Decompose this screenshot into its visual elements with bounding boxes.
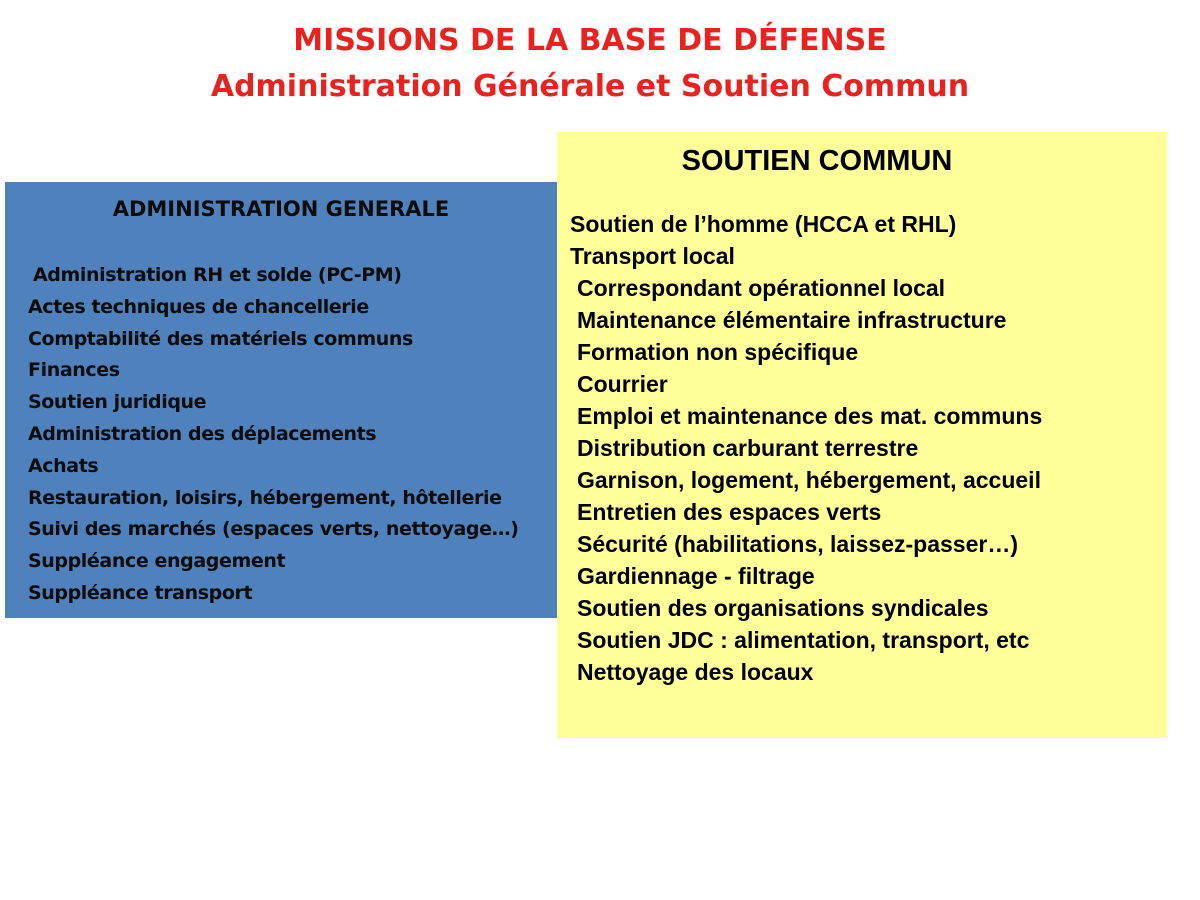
soutien-item: Soutien JDC : alimentation, transport, etc <box>577 627 1030 653</box>
soutien-item: Distribution carburant terrestre <box>577 435 919 461</box>
administration-item: Soutien juridique <box>28 391 207 414</box>
administration-item: Administration RH et solde (PC-PM) <box>33 264 402 286</box>
administration-item: Actes techniques de chancellerie <box>28 295 369 318</box>
page-subtitle: Administration Générale et Soutien Commun <box>210 69 970 104</box>
soutien-item: Courrier <box>577 371 668 397</box>
soutien-item: Maintenance élémentaire infrastructure <box>577 307 1007 333</box>
administration-generale-panel <box>5 182 557 618</box>
soutien-item: Emploi et maintenance des mat. communs <box>577 403 1043 429</box>
administration-item: Suppléance transport <box>28 581 253 604</box>
soutien-item: Entretien des espaces verts <box>577 499 882 525</box>
soutien-commun-panel <box>557 132 1167 738</box>
soutien-item: Nettoyage des locaux <box>577 659 814 685</box>
administration-heading: ADMINISTRATION GENERALE <box>112 197 450 221</box>
soutien-item: Gardiennage - filtrage <box>577 563 815 589</box>
soutien-list <box>570 208 1042 688</box>
soutien-heading: SOUTIEN COMMUN <box>681 145 953 177</box>
administration-item: Restauration, loisirs, hébergement, hôtellerie <box>28 486 502 509</box>
soutien-item: Soutien de l’homme (HCCA et RHL) <box>570 211 957 237</box>
soutien-item: Sécurité (habilitations, laissez-passer…) <box>577 531 1018 557</box>
administration-item: Achats <box>28 454 99 477</box>
administration-item: Comptabilité des matériels communs <box>28 327 413 350</box>
soutien-item: Garnison, logement, hébergement, accueil <box>577 467 1041 493</box>
administration-item: Suppléance engagement <box>28 550 286 573</box>
administration-list <box>28 260 518 610</box>
soutien-item: Correspondant opérationnel local <box>577 275 946 301</box>
administration-item: Finances <box>28 359 120 382</box>
soutien-item: Soutien des organisations syndicales <box>577 595 989 621</box>
soutien-item: Formation non spécifique <box>577 339 859 365</box>
page-title: MISSIONS DE LA BASE DE DÉFENSE <box>293 23 887 58</box>
administration-item: Suivi des marchés (espaces verts, nettoyage…) <box>28 518 519 541</box>
administration-item: Administration des déplacements <box>28 422 377 445</box>
soutien-item: Transport local <box>570 243 735 269</box>
